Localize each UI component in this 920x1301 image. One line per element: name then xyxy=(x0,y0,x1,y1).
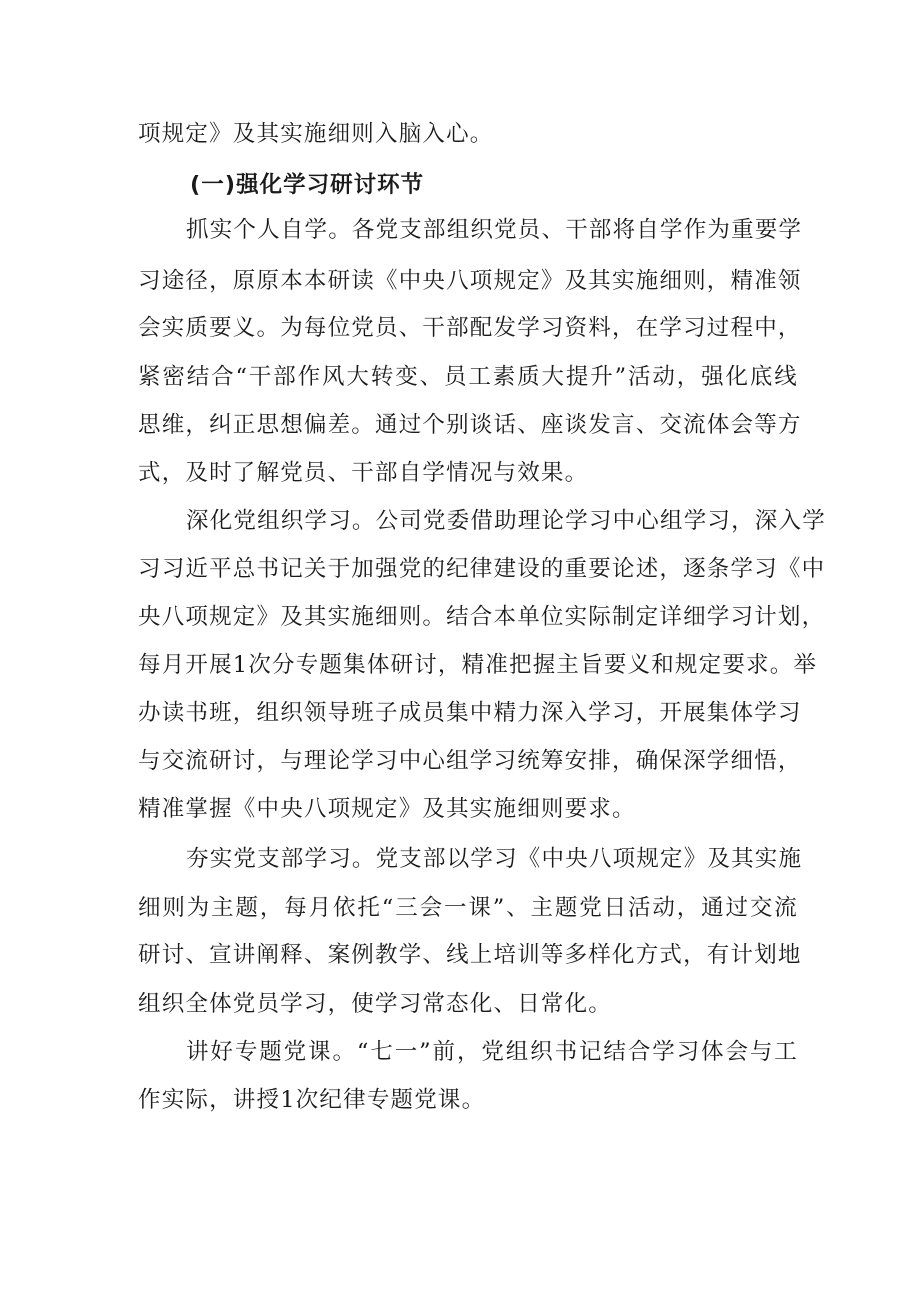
paragraph-line: 组织全体党员学习，使学习常态化、日常化。 xyxy=(138,991,613,1017)
paragraph-line: 每月开展1次分专题集体研讨，精准把握主旨要义和规定要求。举 xyxy=(138,652,818,678)
paragraph-line: 与交流研讨，与理论学习中心组学习统筹安排，确保深学细悟， xyxy=(138,748,802,774)
paragraph-line: 夯实党支部学习。党支部以学习《中央八项规定》及其实施 xyxy=(186,846,803,872)
paragraph-line: 会实质要义。为每位党员、干部配发学习资料，在学习过程中， xyxy=(138,315,802,341)
paragraph-line: 习习近平总书记关于加强党的纪律建设的重要论述，逐条学习《中 xyxy=(138,556,826,582)
paragraph-line: 细则为主题，每月依托“三会一课”、主题党日活动，通过交流 xyxy=(138,895,798,921)
paragraph-line: 项规定》及其实施细则入脑入心。 xyxy=(138,121,494,147)
paragraph-line: 央八项规定》及其实施细则。结合本单位实际制定详细学习计划， xyxy=(138,604,826,630)
paragraph-line: 习途径，原原本本研读《中央八项规定》及其实施细则，精准领 xyxy=(138,268,802,294)
paragraph-line: 深化党组织学习。公司党委借助理论学习中心组学习，深入学 xyxy=(186,508,826,534)
paragraph-line: 式，及时了解党员、干部自学情况与效果。 xyxy=(138,460,589,486)
paragraph-line: 研讨、宣讲阐释、案例教学、线上培训等多样化方式，有计划地 xyxy=(138,942,802,968)
paragraph-line: 精准掌握《中央八项规定》及其实施细则要求。 xyxy=(138,796,636,822)
paragraph-line: 办读书班，组织领导班子成员集中精力深入学习，开展集体学习 xyxy=(138,700,802,726)
paragraph-line: 抓实个人自学。各党支部组织党员、干部将自学作为重要学 xyxy=(186,217,803,243)
paragraph-line: 紧密结合“干部作风大转变、员工素质大提升”活动，强化底线 xyxy=(138,364,798,390)
paragraph-line: 思维，纠正思想偏差。通过个别谈话、座谈发言、交流体会等方 xyxy=(138,412,802,438)
section-heading: (一)强化学习研讨环节 xyxy=(190,172,425,198)
paragraph-line: 作实际，讲授1次纪律专题党课。 xyxy=(138,1087,486,1113)
paragraph-line: 讲好专题党课。“七一”前，党组织书记结合学习体会与工 xyxy=(186,1039,798,1065)
